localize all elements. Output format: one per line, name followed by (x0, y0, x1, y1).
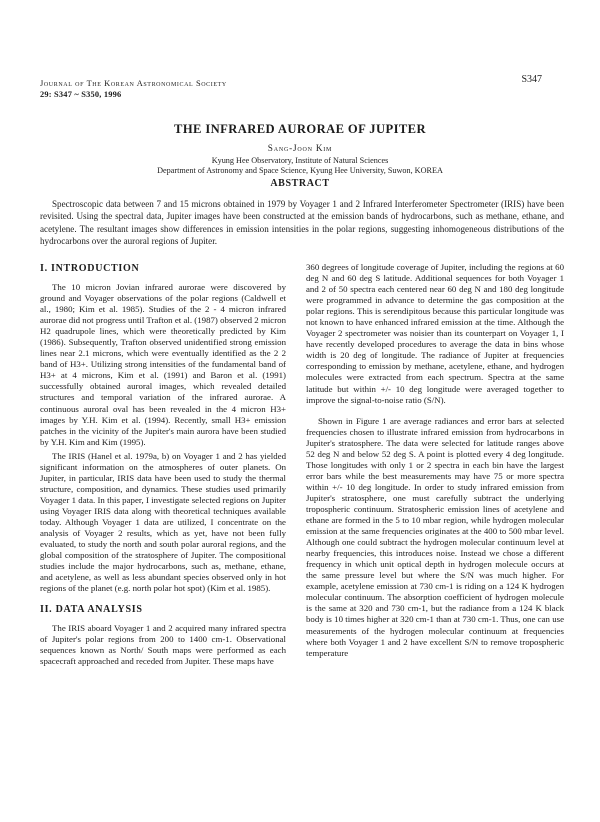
right-column (306, 262, 564, 659)
affiliation-2: Department of Astronomy and Space Science, Kyung Hee University, Suwon, KOREA (157, 166, 443, 175)
journal-volume: 29: S347 ~ S350, 1996 (40, 90, 122, 99)
intro-paragraph-2: The IRIS (Hanel et al. 1979a, b) on Voyager 1 and 2 has yielded significant information on the atmospheres of outer planets. On Jupiter, in particular, IRIS data have been used to study the thermal structure, composition, and dynamics. These studies used primarily Voyager 1 data. In this paper, I investigate selected regions on Jupiter using Voyager IRIS data along with theoretical techniques available today. Although Voyager 1 data are utilized, I concentrate on the analysis of Voyager 2 results, which as yet, have not been fully evaluated, to study the north and south polar auroral regions, and the global composition of the stratosphere of Jupiter. The compositional studies include the major hydrocarbons, such as, methane, ethane, and acetylene, as well as less abundant species observed only in hot regions of the planet (e.g. north polar hot spot) (Kim et al. 1985). (40, 450, 286, 594)
author-name: Sang-Joon Kim (267, 143, 333, 153)
left-column (40, 262, 286, 668)
journal-name: Journal of The Korean Astronomical Society (40, 79, 227, 88)
abstract-heading: ABSTRACT (270, 178, 330, 189)
journal-header (40, 78, 227, 100)
data-paragraph-1: The IRIS aboard Voyager 1 and 2 acquired many infrared spectra of Jupiter's polar regions from 200 to 1400 cm-1. Observational sequences known as North/ South maps were performed as each spacecraft approached and receded from Jupiter. These maps have (40, 623, 286, 667)
data-analysis-heading: II. DATA ANALYSIS (40, 604, 143, 616)
intro-heading: I. INTRODUCTION (40, 263, 140, 274)
paper-title: THE INFRARED AURORAE OF JUPITER (174, 122, 426, 136)
page-number: S347 (521, 74, 542, 85)
right-paragraph-2: Shown in Figure 1 are average radiances and error bars at selected frequencies chosen to illustrate infrared emission from hydrocarbons in Jupiter's stratosphere. The data were selected for latitude ranges above 52 deg N and below 52 deg S. A point is plotted every 4 deg longitude. Those longitudes with only 1 or 2 spectra in each bin have the largest error bars while the best measurements may have 75 or more spectra within +/- 10 deg longitude. In order to study infrared emission from Jupiter's stratosphere, one must carefully subtract the underlying tropospheric continuum. Stratospheric emission lines of acetylene and ethane are formed in the 5 to 10 mbar region, while hydrogen molecular emission at the same frequencies originates at the 400 to 500 mbar level. Although one could subtract the hydrogen molecular continuum level at nearby frequencies, this introduces noise. Instead we chose a different frequency in which unit optical depth in hydrogen molecule occurs at the same pressure level but where the S/N was much higher. For example, acetylene emission at 730 cm-1 is riding on a 124 K hydrogen molecular continuum. The absorption coefficient of hydrogen molecule is the same at 320 and 730 cm-1, but the radiance from a 124 K black body is 10 times higher at 320 cm-1 than at 730 cm-1. Thus, one can use measurements of the hydrogen molecular continuum at frequencies where both Voyager 1 and 2 have excellent S/N to remove tropospheric temperature (306, 415, 564, 658)
right-paragraph-1: 360 degrees of longitude coverage of Jupiter, including the regions at 60 deg N and 60 deg S latitude. Additional sequences for both Voyager 1 and 2 of 50 spectra each centered near 60 deg N and 180 deg longitude were programmed in advance to determine the gas composition at the polar regions. This is serendipitous because this particular longitude was not known to have enhanced infrared emission at the time. Although the Voyager 2 spectrometer was noisier than its counterpart on Voyager 1, I have recently developed procedures to average the data in bins whose width is 20 deg of longitude. The radiance of Jupiter at frequencies corresponding to emission by methane, acetylene, ethane, and hydrogen molecules were extracted from each spectrum. Spectra at the same latitude but within +/- 10 deg longitude were averaged together to improve the signal-to-noise ratio (S/N). (306, 262, 564, 405)
affiliation-1: Kyung Hee Observatory, Institute of Natural Sciences (211, 156, 389, 165)
abstract-text: Spectroscopic data between 7 and 15 microns obtained in 1979 by Voyager 1 and 2 Infrared Interferometer Spectrometer (IRIS) have been revisited. Using the spectral data, Jupiter images have been constructed at the emission bands of hydrocarbons, such as methane, ethane, and acetylene. The resultant images show differences in emission intensities in the polar regions, suggesting inhomogeneous distributions of the hydrocarbons over the auroral regions of Jupiter. (40, 199, 564, 246)
intro-paragraph-1: The 10 micron Jovian infrared aurorae were discovered by ground and Voyager observations of the polar regions (Caldwell et al., 1980; Kim et al. 1985). Studies of the 2 - 4 micron infrared aurorae did not progress until Trafton et al. (1987) observed 2 micron H2 quadrupole lines, which were theoretically predicted by Kim (1986). Subsequently, Trafton observed unidentified strong emission lines near 2.1 microns, which were eventually identified as the 2 2 band of H3+. Utilizing strong intensities of the fundamental band of H3+ at 4 microns, Kim et al. (1991) and Baron et al. (1991) successfully obtained auroral images, which revealed detailed structures and temporal variation of the infrared aurorae. A continuous auroral oval has been revealed in the 4 micron H3+ images by Y.H. Kim et al. (1994). Recently, small H3+ emission patches in the vicinity of the Jupiter's main aurora have been studied by Y.H. Kim and Kim (1995). (40, 282, 286, 447)
